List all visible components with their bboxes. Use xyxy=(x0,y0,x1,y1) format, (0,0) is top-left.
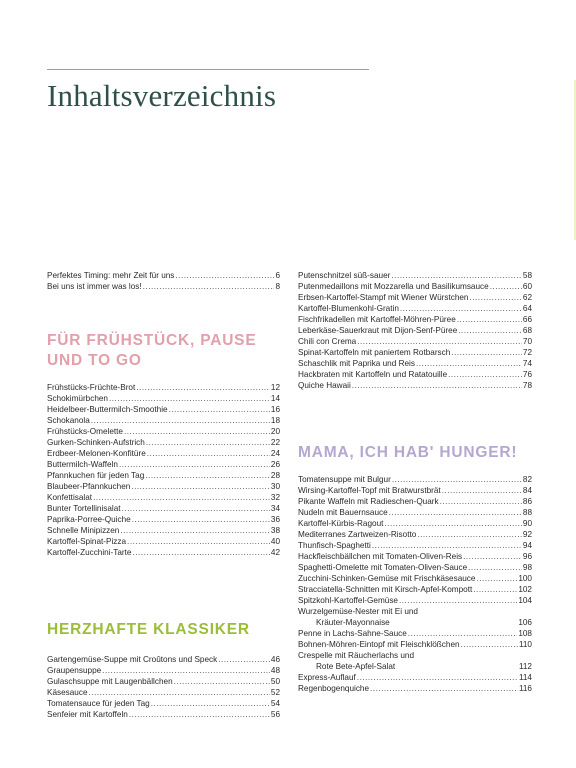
toc-entry-page: 52 xyxy=(270,688,280,697)
toc-entry-page: 56 xyxy=(270,710,280,719)
toc-entry-page: 50 xyxy=(270,677,280,686)
toc-entry-title: Erdbeer-Melonen-Konfitüre xyxy=(47,449,146,458)
dot-leader xyxy=(131,481,270,492)
toc-entry-page: 82 xyxy=(522,475,532,484)
toc-entry-page: 102 xyxy=(518,585,532,594)
toc-entry-title: Schaschlik mit Paprika und Reis xyxy=(298,359,415,368)
toc-entry-page: 34 xyxy=(270,504,280,513)
toc-entry-page: 116 xyxy=(518,684,532,693)
toc-entry[interactable] xyxy=(47,404,280,415)
toc-entry[interactable] xyxy=(298,303,532,314)
toc-entry-page: 96 xyxy=(522,552,532,561)
toc-entry[interactable] xyxy=(298,474,532,485)
toc-entry[interactable] xyxy=(298,650,532,661)
toc-entry[interactable]: Perfektes Timing: mehr Zeit für uns ..... 6 xyxy=(47,270,280,281)
toc-entry-title: Blaubeer-Pfannkuchen xyxy=(47,482,131,491)
toc-entry-page: 88 xyxy=(522,508,532,517)
toc-entry-page: 90 xyxy=(522,519,532,528)
toc-entry-title: Heidelbeer-Buttermilch-Smoothie xyxy=(47,405,168,414)
toc-entry-title: Fischfrikadellen mit Kartoffel-Möhren-Püree xyxy=(298,315,456,324)
toc-entry-page: 40 xyxy=(270,537,280,546)
toc-entry-title: Käsesauce xyxy=(47,688,88,697)
toc-entry-title: Schokimürbchen xyxy=(47,394,108,403)
toc-entry[interactable] xyxy=(298,518,532,529)
toc-entry-title: Spitzkohl-Kartoffel-Gemüse xyxy=(298,596,398,605)
toc-entry[interactable] xyxy=(47,459,280,470)
toc-entry[interactable] xyxy=(47,393,280,404)
toc-entry-page: 76 xyxy=(522,370,532,379)
toc-entry-page: 112 xyxy=(518,662,532,671)
dot-leader xyxy=(490,281,522,292)
toc-entry[interactable] xyxy=(298,281,532,292)
toc-entry-page: 54 xyxy=(270,699,280,708)
toc-entry[interactable] xyxy=(298,380,532,391)
toc-entry-page: 98 xyxy=(522,563,532,572)
toc-entry-page: 26 xyxy=(270,460,280,469)
dot-leader xyxy=(392,474,522,485)
toc-entry[interactable] xyxy=(298,562,532,573)
toc-entry-page: 58 xyxy=(522,271,532,280)
toc-entry-page: 24 xyxy=(270,449,280,458)
dot-leader xyxy=(440,496,522,507)
toc-entry[interactable] xyxy=(298,540,532,551)
toc-entry[interactable] xyxy=(298,606,532,617)
toc-entry-title: Bunter Tortellinisalat xyxy=(47,504,121,513)
toc-entry[interactable] xyxy=(47,415,280,426)
toc-entry-title: Frühstücks-Omelette xyxy=(47,427,123,436)
toc-entry-page: 28 xyxy=(270,471,280,480)
dot-leader xyxy=(408,628,518,639)
toc-entry-page: 14 xyxy=(270,394,280,403)
toc-entry-title: Kräuter-Mayonnaise xyxy=(316,618,390,627)
toc-entry-title: Hackbraten mit Kartoffeln und Ratatouille xyxy=(298,370,448,379)
toc-entry-title: Paprika-Porree-Quiche xyxy=(47,515,131,524)
toc-entry-page: 74 xyxy=(522,359,532,368)
dot-leader xyxy=(102,665,270,676)
toc-entry-page: 38 xyxy=(270,526,280,535)
toc-entry-title: Konfettisalat xyxy=(47,493,93,502)
dot-leader xyxy=(473,584,517,595)
toc-entry-title: Tomatensauce für jeden Tag xyxy=(47,699,150,708)
toc-entry-page: 114 xyxy=(518,673,532,682)
toc-entry[interactable] xyxy=(298,485,532,496)
toc-entry-page: 12 xyxy=(270,383,280,392)
toc-entry[interactable] xyxy=(298,270,532,281)
dot-leader xyxy=(417,529,522,540)
dot-leader xyxy=(91,415,270,426)
toc-entry-title: Kartoffel-Zucchini-Tarte xyxy=(47,548,132,557)
toc-entry-page: 104 xyxy=(518,596,532,605)
toc-entry-page: 60 xyxy=(522,282,532,291)
dot-leader xyxy=(93,492,270,503)
toc-entry-page: 108 xyxy=(518,629,532,638)
toc-entry[interactable] xyxy=(47,492,280,503)
toc-entry-title: Crespelle mit Räucherlachs und xyxy=(298,651,415,660)
page-title: Inhaltsverzeichnis xyxy=(47,78,277,113)
toc-entry-title: Express-Auflauf xyxy=(298,673,356,682)
toc-entry[interactable] xyxy=(47,437,280,448)
toc-entry-page: 72 xyxy=(522,348,532,357)
section-title-hunger: MAMA, ICH HAB' HUNGER! xyxy=(298,444,518,461)
toc-entry[interactable] xyxy=(298,292,532,303)
toc-entry[interactable] xyxy=(298,639,532,650)
toc-entry-title: Erbsen-Kartoffel-Stampf mit Wiener Würstchen xyxy=(298,293,469,302)
dot-leader xyxy=(399,595,517,606)
toc-entry[interactable] xyxy=(298,584,532,595)
dot-leader xyxy=(174,676,270,687)
toc-entry-title: Kartoffel-Blumenkohl-Gratin xyxy=(298,304,399,313)
dot-leader xyxy=(416,358,522,369)
toc-entry-title: Wurzelgemüse-Nester mit Ei und xyxy=(298,607,418,616)
toc-entry-page: 36 xyxy=(270,515,280,524)
toc-entry[interactable] xyxy=(298,683,532,694)
toc-entry[interactable] xyxy=(298,507,532,518)
toc-entry-page: 84 xyxy=(522,486,532,495)
dot-leader xyxy=(218,654,270,665)
toc-entry[interactable] xyxy=(47,709,280,720)
dot-leader xyxy=(372,540,522,551)
toc-entry-page: 68 xyxy=(522,326,532,335)
dot-leader xyxy=(119,459,270,470)
dot-leader xyxy=(468,562,522,573)
toc-entry-title: Chili con Crema xyxy=(298,337,357,346)
toc-entry[interactable] xyxy=(47,654,280,665)
dot-leader xyxy=(463,551,522,562)
dot-leader xyxy=(442,485,522,496)
dot-leader xyxy=(451,347,522,358)
toc-entry[interactable] xyxy=(298,672,532,683)
toc-entry-title: Spaghetti-Omelette mit Tomaten-Oliven-Sauce xyxy=(298,563,468,572)
toc-entry-page: 86 xyxy=(522,497,532,506)
dot-leader xyxy=(136,382,270,393)
toc-entry[interactable] xyxy=(298,617,532,628)
toc-entry-title: Buttermilch-Waffeln xyxy=(47,460,118,469)
dot-leader xyxy=(389,507,522,518)
dot-leader xyxy=(124,426,270,437)
intro-list xyxy=(47,270,280,292)
toc-entry-title: Wirsing-Kartoffel-Topf mit Bratwurstbrät xyxy=(298,486,441,495)
toc-entry[interactable] xyxy=(47,525,280,536)
toc-entry-page: 100 xyxy=(518,574,532,583)
toc-entry-title: Rote Bete-Apfel-Salat xyxy=(316,662,396,671)
dot-leader xyxy=(145,470,270,481)
toc-entry[interactable] xyxy=(47,382,280,393)
toc-entry[interactable] xyxy=(298,347,532,358)
dot-leader xyxy=(476,573,517,584)
toc-entry-page: 92 xyxy=(522,530,532,539)
toc-entry-page: 42 xyxy=(270,548,280,557)
toc-entry-page: 66 xyxy=(522,315,532,324)
toc-entry-page: 106 xyxy=(518,618,532,627)
toc-entry[interactable] xyxy=(298,595,532,606)
toc-entry-title: Leberkäse-Sauerkraut mit Dijon-Senf-Püree xyxy=(298,326,458,335)
toc-entry[interactable] xyxy=(47,426,280,437)
dot-leader xyxy=(109,393,270,404)
toc-entry-page: 22 xyxy=(270,438,280,447)
dot-leader xyxy=(357,672,518,683)
toc-entry-page: 30 xyxy=(270,482,280,491)
dot-leader xyxy=(352,380,522,391)
toc-entry-title: Frühstücks-Früchte-Brot xyxy=(47,383,136,392)
dot-leader xyxy=(391,270,522,281)
dot-leader xyxy=(89,687,270,698)
title-rule xyxy=(47,69,369,70)
klassiker-list xyxy=(47,654,280,720)
dot-leader xyxy=(458,325,522,336)
toc-entry[interactable] xyxy=(298,529,532,540)
toc-entry-title: Penne in Lachs-Sahne-Sauce xyxy=(298,629,407,638)
toc-entry-title: Bohnen-Möhren-Eintopf mit Fleischklößchen xyxy=(298,640,460,649)
toc-entry-page: 62 xyxy=(522,293,532,302)
toc-entry-page: 70 xyxy=(522,337,532,346)
toc-entry[interactable] xyxy=(298,314,532,325)
toc-entry-page: 16 xyxy=(270,405,280,414)
toc-entry[interactable] xyxy=(298,573,532,584)
toc-entry-title: Graupensuppe xyxy=(47,666,102,675)
toc-entry[interactable] xyxy=(47,687,280,698)
toc-entry[interactable] xyxy=(47,536,280,547)
toc-entry[interactable] xyxy=(298,628,532,639)
toc-entry-page: 32 xyxy=(270,493,280,502)
toc-entry-title: Mediterranes Zartweizen-Risotto xyxy=(298,530,417,539)
dot-leader xyxy=(469,292,521,303)
dot-leader xyxy=(132,514,270,525)
toc-entry-title: Gurken-Schinken-Aufstrich xyxy=(47,438,145,447)
toc-entry-title: Gulaschsuppe mit Laugenbällchen xyxy=(47,677,173,686)
toc-entry-title: Pfannkuchen für jeden Tag xyxy=(47,471,145,480)
dot-leader xyxy=(169,404,270,415)
hunger-list xyxy=(298,474,532,694)
dot-leader xyxy=(127,536,270,547)
toc-entry-title: Schnelle Minipizzen xyxy=(47,526,120,535)
toc-entry-page: 48 xyxy=(270,666,280,675)
toc-entry[interactable] xyxy=(298,369,532,380)
toc-entry-title: Thunfisch-Spaghetti xyxy=(298,541,371,550)
dot-leader xyxy=(448,369,522,380)
fruehstueck-list xyxy=(47,382,280,558)
toc-entry-title: Putenschnitzel süß-sauer xyxy=(298,271,391,280)
toc-entry-title: Kartoffel-Spinat-Pizza xyxy=(47,537,127,546)
dot-leader xyxy=(357,336,522,347)
toc-entry[interactable] xyxy=(47,547,280,558)
toc-entry[interactable] xyxy=(47,503,280,514)
dot-leader xyxy=(370,683,518,694)
dot-leader xyxy=(457,314,522,325)
toc-entry-title: Tomatensuppe mit Bulgur xyxy=(298,475,391,484)
toc-entry[interactable] xyxy=(47,481,280,492)
toc-entry-page: 46 xyxy=(270,655,280,664)
dot-leader xyxy=(122,503,270,514)
dot-leader xyxy=(146,437,270,448)
toc-entry[interactable] xyxy=(298,551,532,562)
toc-entry[interactable]: Bei uns ist immer was los! ..... 8 xyxy=(47,281,280,292)
toc-entry-title: Nudeln mit Bauernsauce xyxy=(298,508,388,517)
dot-leader xyxy=(461,639,518,650)
toc-entry-page: 18 xyxy=(270,416,280,425)
klassiker-continued-list xyxy=(298,270,532,391)
toc-entry[interactable] xyxy=(47,665,280,676)
toc-entry[interactable] xyxy=(298,496,532,507)
dot-leader xyxy=(129,709,270,720)
toc-entry-page: 110 xyxy=(518,640,532,649)
dot-leader xyxy=(400,303,522,314)
toc-entry-page: 20 xyxy=(270,427,280,436)
toc-entry-title: Gartengemüse-Suppe mit Croûtons und Speck xyxy=(47,655,218,664)
toc-entry-page: 64 xyxy=(522,304,532,313)
dot-leader xyxy=(384,518,521,529)
dot-leader xyxy=(147,448,270,459)
dot-leader xyxy=(132,547,269,558)
toc-entry[interactable] xyxy=(47,676,280,687)
toc-entry[interactable] xyxy=(298,661,532,672)
toc-entry-title: Kartoffel-Kürbis-Ragout xyxy=(298,519,384,528)
toc-entry-page: 78 xyxy=(522,381,532,390)
toc-entry-page: 94 xyxy=(522,541,532,550)
toc-entry-title: Quiche Hawaii xyxy=(298,381,351,390)
toc-entry-title: Schokanola xyxy=(47,416,90,425)
dot-leader xyxy=(151,698,270,709)
toc-entry-title: Hackfleischbällchen mit Tomaten-Oliven-Reis xyxy=(298,552,463,561)
toc-entry-title: Stracciatella-Schnitten mit Kirsch-Apfel-Kompott xyxy=(298,585,473,594)
toc-entry[interactable] xyxy=(298,358,532,369)
toc-entry-title: Zucchini-Schinken-Gemüse mit Frischkäsesauce xyxy=(298,574,476,583)
section-title-klassiker: HERZHAFTE KLASSIKER xyxy=(47,621,250,638)
dot-leader xyxy=(120,525,270,536)
toc-entry-title: Putenmedaillons mit Mozzarella und Basilikumsauce xyxy=(298,282,489,291)
toc-entry[interactable] xyxy=(47,514,280,525)
toc-entry[interactable] xyxy=(47,448,280,459)
toc-entry[interactable] xyxy=(47,470,280,481)
toc-entry-title: Spinat-Kartoffeln mit paniertem Rotbarsch xyxy=(298,348,451,357)
toc-entry[interactable] xyxy=(298,336,532,347)
toc-entry-title: Pikante Waffeln mit Radieschen-Quark xyxy=(298,497,439,506)
toc-entry-title: Regenbogenquiche xyxy=(298,684,370,693)
toc-entry[interactable] xyxy=(298,325,532,336)
section-title-fruehstueck: FÜR FRÜHSTÜCK, PAUSE UND TO GO xyxy=(47,332,257,369)
toc-entry-title: Senfeier mit Kartoffeln xyxy=(47,710,128,719)
toc-entry[interactable] xyxy=(47,698,280,709)
